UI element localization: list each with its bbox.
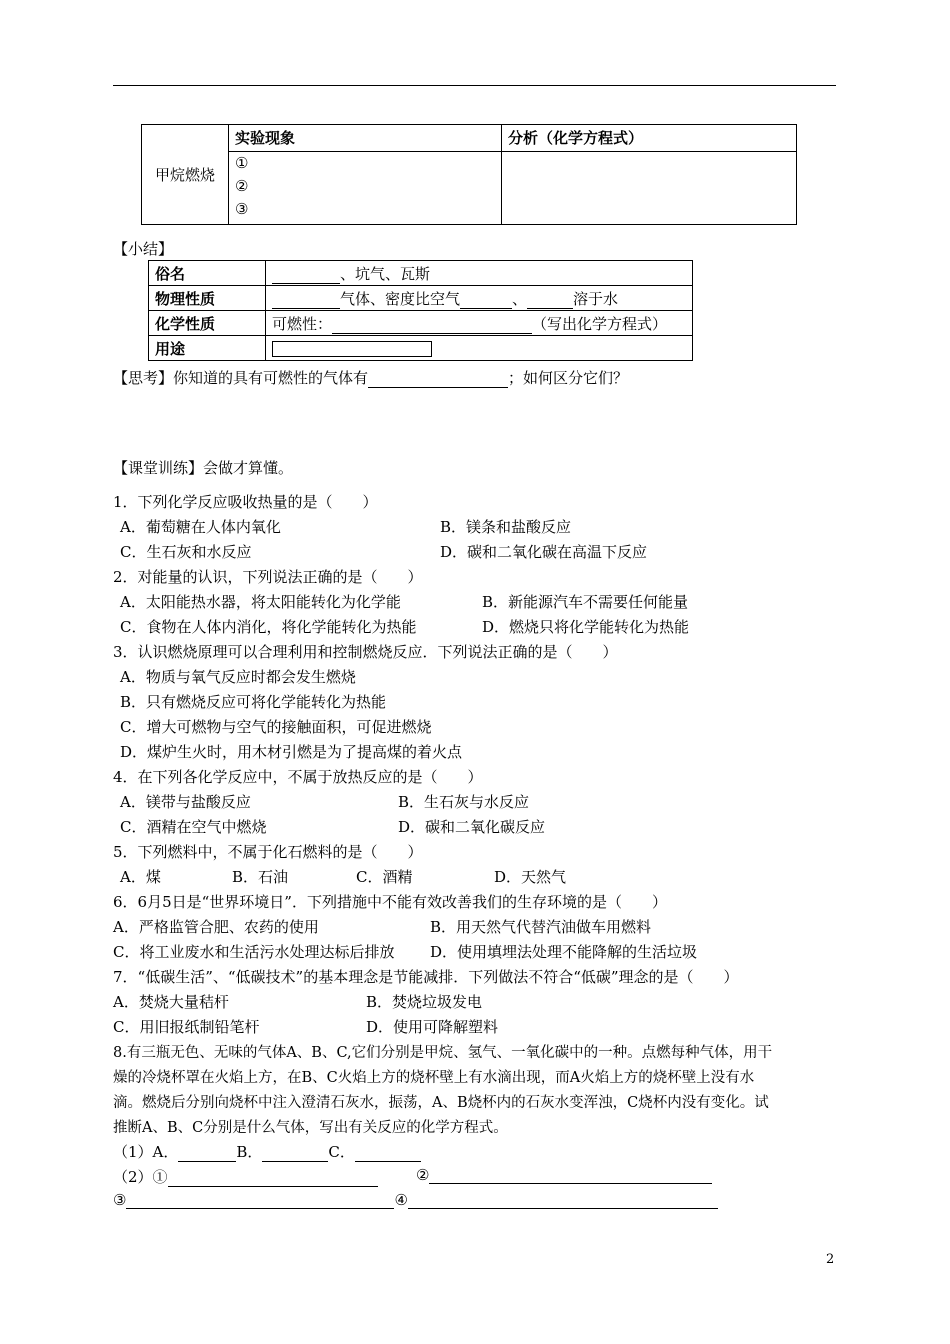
blank[interactable] [527,292,573,309]
question-stem-cont: 燥的冷烧杯罩在火焰上方，在B、C火焰上方的烧杯壁上有水滴出现，而A火焰上方的烧杯壁上没有水 [113,1070,755,1086]
think-line: 【思考】你知道的具有可燃性的气体有 ；如何区分它们？ [113,369,629,387]
summary-key: 物理性质 [149,286,266,311]
question-stem: 2．对能量的认识，下列说法正确的是（ ） [113,568,423,586]
answer-c-blank[interactable] [355,1145,421,1162]
summary-row [149,261,693,286]
observation-1: ① [235,154,249,172]
summary-row [149,311,693,336]
option-c[interactable]: C．增大可燃物与空气的接触面积，可促进燃烧 [120,718,432,736]
observation-header: 实验现象 [229,125,502,152]
equation-3-blank[interactable] [126,1192,394,1209]
option-c[interactable]: C．酒精在空气中燃烧 [120,818,267,836]
option-a[interactable]: A．葡萄糖在人体内氧化 [120,518,281,536]
option-c[interactable]: C．酒精 [356,868,413,886]
option-b[interactable]: B．用天然气代替汽油做车用燃料 [430,918,652,936]
summary-key: 俗名 [149,261,266,286]
option-b[interactable]: B．焚烧垃圾发电 [366,993,483,1011]
experiment-table [141,124,797,225]
blank[interactable] [272,292,340,309]
option-d[interactable]: D．碳和二氧化碳反应 [398,818,546,836]
question-stem: 8.有三瓶无色、无味的气体A、B、C,它们分别是甲烷、氢气、一氧化碳中的一种。点燃每种气体，用干 [113,1045,773,1061]
option-a[interactable]: A．物质与氧气反应时都会发生燃烧 [120,668,356,686]
option-b[interactable]: B．新能源汽车不需要任何能量 [482,593,689,611]
option-c[interactable]: C．生石灰和水反应 [120,543,252,561]
question-stem-cont: 滴。燃烧后分别向烧杯中注入澄清石灰水，振荡，A、B烧杯内的石灰水变浑浊，C烧杯内没有变化。试 [113,1095,769,1111]
summary-key: 化学性质 [149,311,266,336]
option-b[interactable]: B．镁条和盐酸反应 [440,518,572,536]
answer-line-1: （1）A． B． C． [113,1141,421,1162]
answer-line-2: （2）① [113,1166,378,1187]
option-c[interactable]: C．将工业废水和生活污水处理达标后排放 [113,943,395,961]
option-a[interactable]: A．焚烧大量秸杆 [113,993,229,1011]
equation-4-blank[interactable] [408,1192,718,1209]
summary-table [148,260,693,361]
question-stem: 3．认识燃烧原理可以合理利用和控制燃烧反应．下列说法正确的是（ ） [113,643,618,661]
blank[interactable] [272,267,340,284]
option-c[interactable]: C．食物在人体内消化，将化学能转化为热能 [120,618,417,636]
option-d[interactable]: D．使用填埋法处理不能降解的生活垃圾 [430,943,698,961]
option-a[interactable]: A．镁带与盐酸反应 [120,793,251,811]
question-stem: 5．下列燃料中，不属于化石燃料的是（ ） [113,843,423,861]
observation-2: ② [235,177,249,195]
option-d[interactable]: D．燃烧只将化学能转化为热能 [482,618,690,636]
equation-1-blank[interactable] [168,1170,378,1187]
answer-a-blank[interactable] [178,1145,236,1162]
blank[interactable] [460,292,512,309]
option-a[interactable]: A．煤 [120,868,161,886]
header-rule [113,85,836,86]
question-stem: 6．6月5日是“世界环境日”．下列措施中不能有效改善我们的生存环境的是（ ） [113,893,667,911]
summary-row [149,336,693,361]
option-b[interactable]: B．只有燃烧反应可将化学能转化为热能 [120,693,387,711]
option-d[interactable]: D．天然气 [494,868,567,886]
question-stem: 7．“低碳生活”、“低碳技术”的基本理念是节能减排．下列做法不符合“低碳”理念的是（ ） [113,968,739,986]
usage-box[interactable] [272,341,432,357]
option-d[interactable]: D．煤炉生火时，用木材引燃是为了提高煤的着火点 [120,743,463,761]
summary-value [266,336,693,361]
summary-value: 、坑气、瓦斯 [266,261,693,286]
summary-value: 气体、密度比空气 、 溶于水 [266,286,693,311]
option-b[interactable]: B．石油 [232,868,289,886]
question-stem-cont: 推断A、B、C分别是什么气体，写出有关反应的化学方程式。 [113,1120,508,1136]
option-a[interactable]: A．严格监管合肥、农药的使用 [113,918,319,936]
analysis-header: 分析（化学方程式） [502,125,797,152]
summary-heading: 【小结】 [113,240,174,258]
summary-key: 用途 [149,336,266,361]
blank[interactable] [332,317,532,334]
answer-line-3: ③ ④ [113,1191,718,1209]
option-b[interactable]: B．生石灰与水反应 [398,793,530,811]
question-stem: 4．在下列各化学反应中，不属于放热反应的是（ ） [113,768,483,786]
option-c[interactable]: C．用旧报纸制铅笔杆 [113,1018,260,1036]
answer-line-2b: ② [416,1166,712,1184]
observation-3: ③ [235,200,249,218]
summary-value: 可燃性： （写出化学方程式） [266,311,693,336]
option-d[interactable]: D．使用可降解塑料 [366,1018,499,1036]
option-d[interactable]: D．碳和二氧化碳在高温下反应 [440,543,648,561]
row-label: 甲烷燃烧 [142,125,229,225]
analysis-cell[interactable] [502,152,797,225]
training-heading: 【课堂训练】会做才算懂。 [113,459,294,477]
page-number: 2 [826,1252,835,1267]
blank[interactable] [368,371,508,388]
answer-b-blank[interactable] [262,1145,328,1162]
option-a[interactable]: A．太阳能热水器，将太阳能转化为化学能 [120,593,401,611]
question-stem: 1．下列化学反应吸收热量的是（ ） [113,493,378,511]
equation-2-blank[interactable] [429,1167,712,1184]
observations-cell[interactable] [229,152,502,225]
summary-row [149,286,693,311]
